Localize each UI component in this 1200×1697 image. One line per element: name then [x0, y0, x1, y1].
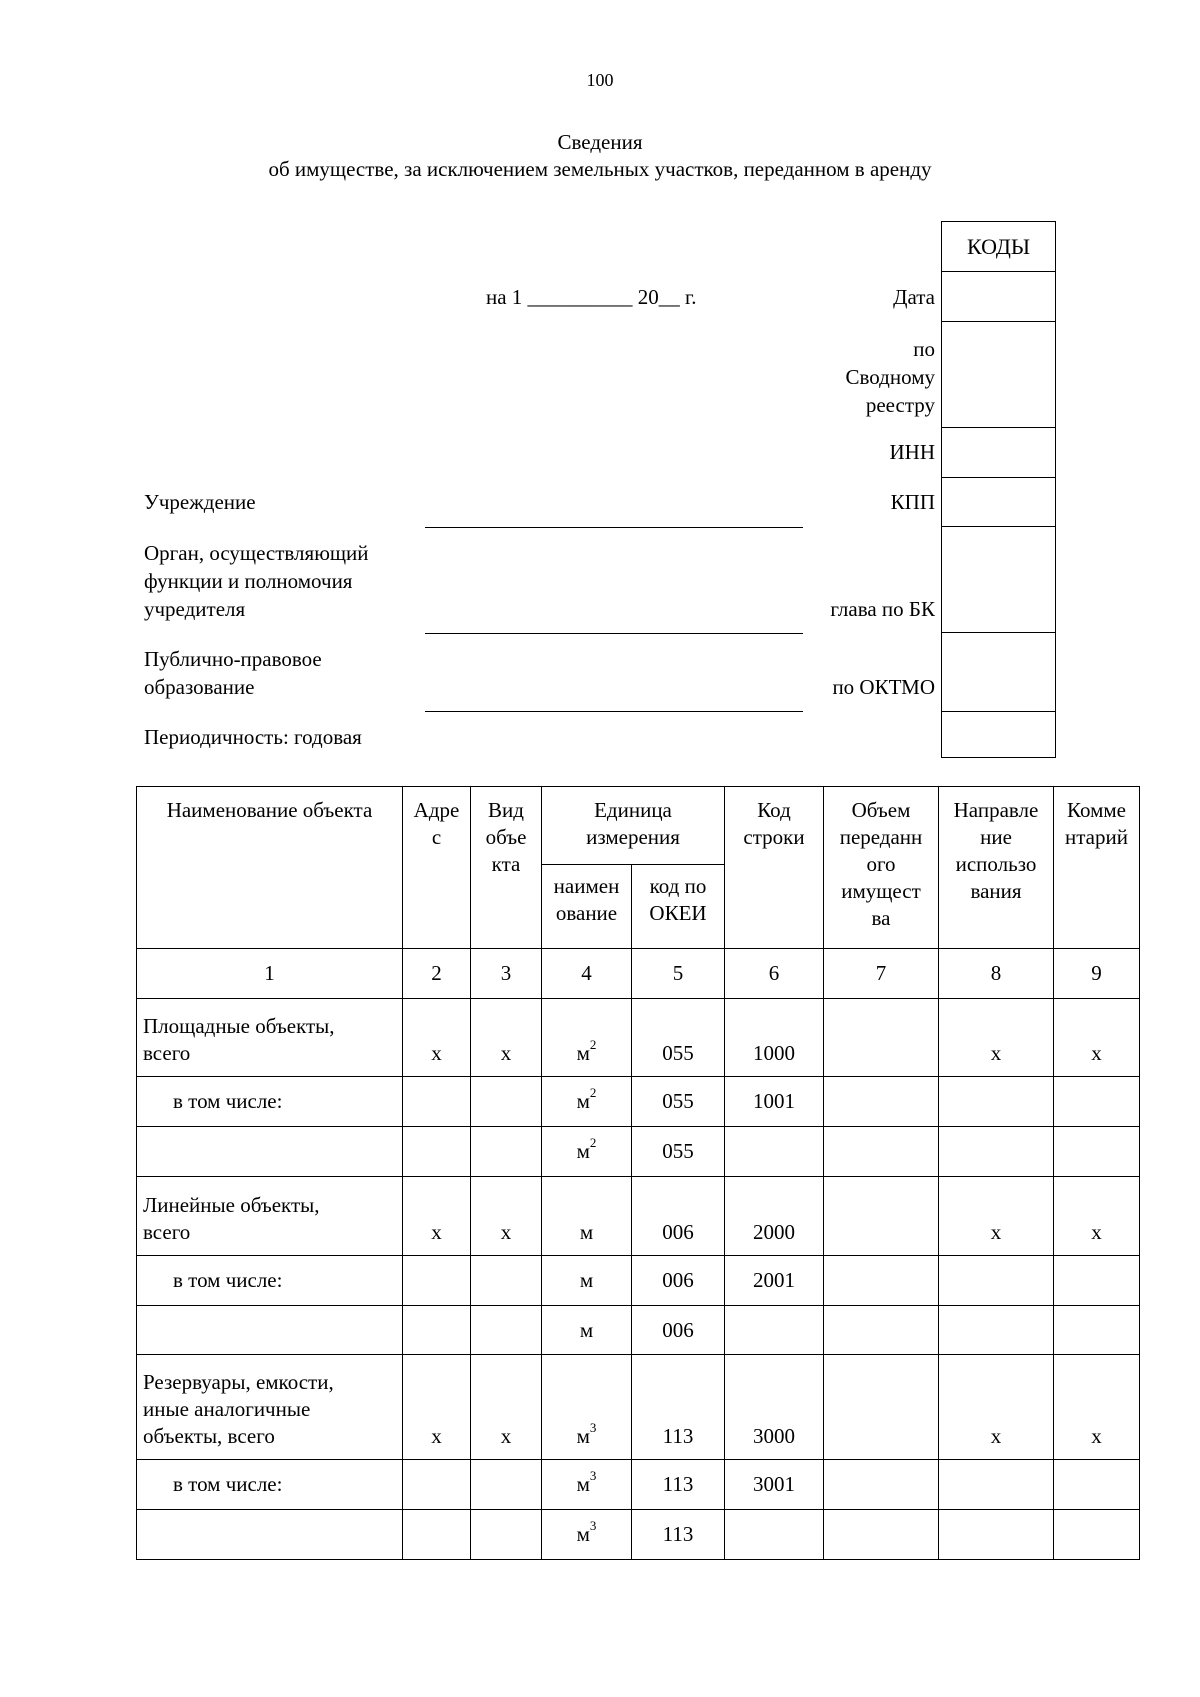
code-cell-kpp[interactable]: [942, 478, 1055, 527]
header-direction: Направле ние использо вания: [939, 787, 1054, 949]
document-title: Сведения: [557, 130, 643, 154]
code-cell-inn[interactable]: [942, 428, 1055, 478]
header-comment: Комме нтарий: [1054, 787, 1140, 949]
cell-type[interactable]: x: [471, 1355, 542, 1460]
cell-type[interactable]: [471, 1077, 542, 1127]
code-cell-registry[interactable]: [942, 322, 1055, 428]
page-number: 100: [586, 70, 614, 90]
codes-box: [941, 221, 1056, 758]
cell-unit: м: [542, 1177, 632, 1256]
cell-direction[interactable]: x: [939, 1355, 1054, 1460]
col-number-4: 4: [542, 949, 632, 999]
cell-type[interactable]: [471, 1510, 542, 1560]
table-row: [137, 1177, 1140, 1256]
cell-row-code: 2001: [725, 1256, 824, 1306]
cell-row-code: [725, 1510, 824, 1560]
col-number-6: 6: [725, 949, 824, 999]
cell-okei: 113: [632, 1355, 725, 1460]
table-row: [137, 1510, 1140, 1560]
cell-unit: м: [542, 1256, 632, 1306]
cell-unit: $м^2$: [542, 1127, 632, 1177]
cell-comment[interactable]: [1054, 1460, 1140, 1510]
cell-address[interactable]: [403, 1306, 471, 1355]
cell-volume[interactable]: [824, 1077, 939, 1127]
cell-direction[interactable]: [939, 1306, 1054, 1355]
cell-comment[interactable]: [1054, 1306, 1140, 1355]
cell-direction[interactable]: [939, 1127, 1054, 1177]
cell-direction[interactable]: [939, 1256, 1054, 1306]
field-label-organ-1: Орган, осуществляющий: [144, 541, 369, 565]
cell-row-code: 2000: [725, 1177, 824, 1256]
header-unit: Единица измерения: [542, 787, 725, 865]
cell-type[interactable]: [471, 1127, 542, 1177]
field-line-public[interactable]: [425, 711, 803, 712]
section-name: Резервуары, емкости, иные аналогичные объекты, всего: [137, 1355, 403, 1460]
cell-address[interactable]: [403, 1256, 471, 1306]
header-address: Адре с: [403, 787, 471, 949]
section-name: Площадные объекты, всего: [137, 999, 403, 1077]
cell-volume[interactable]: [824, 1256, 939, 1306]
cell-volume[interactable]: [824, 1127, 939, 1177]
code-cell-chapter[interactable]: [942, 527, 1055, 633]
cell-row-code: 3000: [725, 1355, 824, 1460]
property-table: [136, 786, 1140, 1560]
subrow-label: в том числе:: [137, 1256, 403, 1306]
col-number-1: 1: [137, 949, 403, 999]
cell-direction[interactable]: x: [939, 1177, 1054, 1256]
table-row: [137, 1127, 1140, 1177]
code-cell-date[interactable]: [942, 272, 1055, 322]
cell-row-code: 1001: [725, 1077, 824, 1127]
cell-okei: 006: [632, 1177, 725, 1256]
report-date-line: на 1 __________ 20__ г.: [486, 285, 697, 309]
header-unit-name: наимен ование: [542, 865, 632, 949]
cell-address[interactable]: x: [403, 999, 471, 1077]
field-label-public-1: Публично-правовое: [144, 647, 322, 671]
cell-row-code: [725, 1306, 824, 1355]
field-label-public-2: образование: [144, 675, 255, 699]
code-label-date: Дата: [893, 285, 935, 309]
cell-type[interactable]: x: [471, 1177, 542, 1256]
cell-row-code: [725, 1127, 824, 1177]
cell-comment[interactable]: [1054, 1127, 1140, 1177]
cell-type[interactable]: [471, 1460, 542, 1510]
subrow-label: в том числе:: [137, 1460, 403, 1510]
field-label-institution: Учреждение: [144, 490, 256, 514]
cell-unit: м: [542, 1306, 632, 1355]
header-name: Наименование объекта: [137, 787, 403, 949]
field-label-periodicity: Периодичность: годовая: [144, 725, 362, 749]
cell-okei: 113: [632, 1510, 725, 1560]
cell-address[interactable]: [403, 1077, 471, 1127]
cell-okei: 055: [632, 1127, 725, 1177]
table-row: [137, 1077, 1140, 1127]
code-label-registry-2: Сводному: [845, 365, 935, 389]
field-label-organ-3: учредителя: [144, 597, 246, 621]
table-row: [137, 1460, 1140, 1510]
cell-address[interactable]: [403, 1510, 471, 1560]
cell-row-code: 1000: [725, 999, 824, 1077]
cell-row-code: 3001: [725, 1460, 824, 1510]
cell-type[interactable]: [471, 1306, 542, 1355]
cell-name[interactable]: [137, 1306, 403, 1355]
cell-comment[interactable]: x: [1054, 1355, 1140, 1460]
code-label-oktmo: по ОКТМО: [832, 675, 935, 699]
cell-okei: 006: [632, 1256, 725, 1306]
field-line-organ[interactable]: [425, 633, 803, 634]
col-number-7: 7: [824, 949, 939, 999]
cell-volume[interactable]: [824, 1306, 939, 1355]
document-subtitle: об имуществе, за исключением земельных участков, переданном в аренду: [268, 157, 932, 181]
code-cell-oktmo[interactable]: [942, 633, 1055, 712]
table-row: [137, 1355, 1140, 1460]
cell-comment[interactable]: x: [1054, 999, 1140, 1077]
cell-okei: 055: [632, 1077, 725, 1127]
cell-okei: 113: [632, 1460, 725, 1510]
code-label-registry-1: по: [913, 337, 935, 361]
col-number-8: 8: [939, 949, 1054, 999]
cell-unit: $м^2$: [542, 999, 632, 1077]
code-label-chapter: глава по БК: [830, 597, 935, 621]
col-number-3: 3: [471, 949, 542, 999]
col-number-2: 2: [403, 949, 471, 999]
cell-volume[interactable]: [824, 999, 939, 1077]
header-unit-code: код по ОКЕИ: [632, 865, 725, 949]
cell-address[interactable]: x: [403, 1177, 471, 1256]
cell-type[interactable]: [471, 1256, 542, 1306]
subrow-label: в том числе:: [137, 1077, 403, 1127]
cell-unit: $м^3$: [542, 1510, 632, 1560]
cell-address[interactable]: x: [403, 1355, 471, 1460]
cell-volume[interactable]: [824, 1177, 939, 1256]
cell-name[interactable]: [137, 1127, 403, 1177]
cell-comment[interactable]: [1054, 1256, 1140, 1306]
col-number-5: 5: [632, 949, 725, 999]
cell-name[interactable]: [137, 1510, 403, 1560]
cell-volume[interactable]: [824, 1510, 939, 1560]
cell-unit: $м^2$: [542, 1077, 632, 1127]
cell-type[interactable]: x: [471, 999, 542, 1077]
cell-volume[interactable]: [824, 1355, 939, 1460]
table-row: [137, 999, 1140, 1077]
cell-direction[interactable]: x: [939, 999, 1054, 1077]
cell-direction[interactable]: [939, 1460, 1054, 1510]
header-type: Вид объе кта: [471, 787, 542, 949]
header-row-code: Код строки: [725, 787, 824, 949]
table-row: [137, 1256, 1140, 1306]
cell-okei: 055: [632, 999, 725, 1077]
cell-unit: $м^3$: [542, 1355, 632, 1460]
field-line-institution[interactable]: [425, 527, 803, 528]
codes-header: КОДЫ: [942, 222, 1055, 272]
header-volume: Объем переданн ого имущест ва: [824, 787, 939, 949]
cell-okei: 006: [632, 1306, 725, 1355]
code-label-kpp: КПП: [890, 490, 935, 514]
cell-address[interactable]: [403, 1127, 471, 1177]
col-number-9: 9: [1054, 949, 1140, 999]
cell-comment[interactable]: [1054, 1510, 1140, 1560]
cell-comment[interactable]: [1054, 1077, 1140, 1127]
cell-unit: $м^3$: [542, 1460, 632, 1510]
table-row: [137, 1306, 1140, 1355]
cell-volume[interactable]: [824, 1460, 939, 1510]
code-label-registry-3: реестру: [865, 393, 935, 417]
cell-direction[interactable]: [939, 1510, 1054, 1560]
field-label-organ-2: функции и полномочия: [144, 569, 353, 593]
code-cell-periodicity[interactable]: [942, 712, 1055, 756]
cell-direction[interactable]: [939, 1077, 1054, 1127]
section-name: Линейные объекты, всего: [137, 1177, 403, 1256]
code-label-inn: ИНН: [889, 440, 935, 464]
cell-comment[interactable]: x: [1054, 1177, 1140, 1256]
cell-address[interactable]: [403, 1460, 471, 1510]
